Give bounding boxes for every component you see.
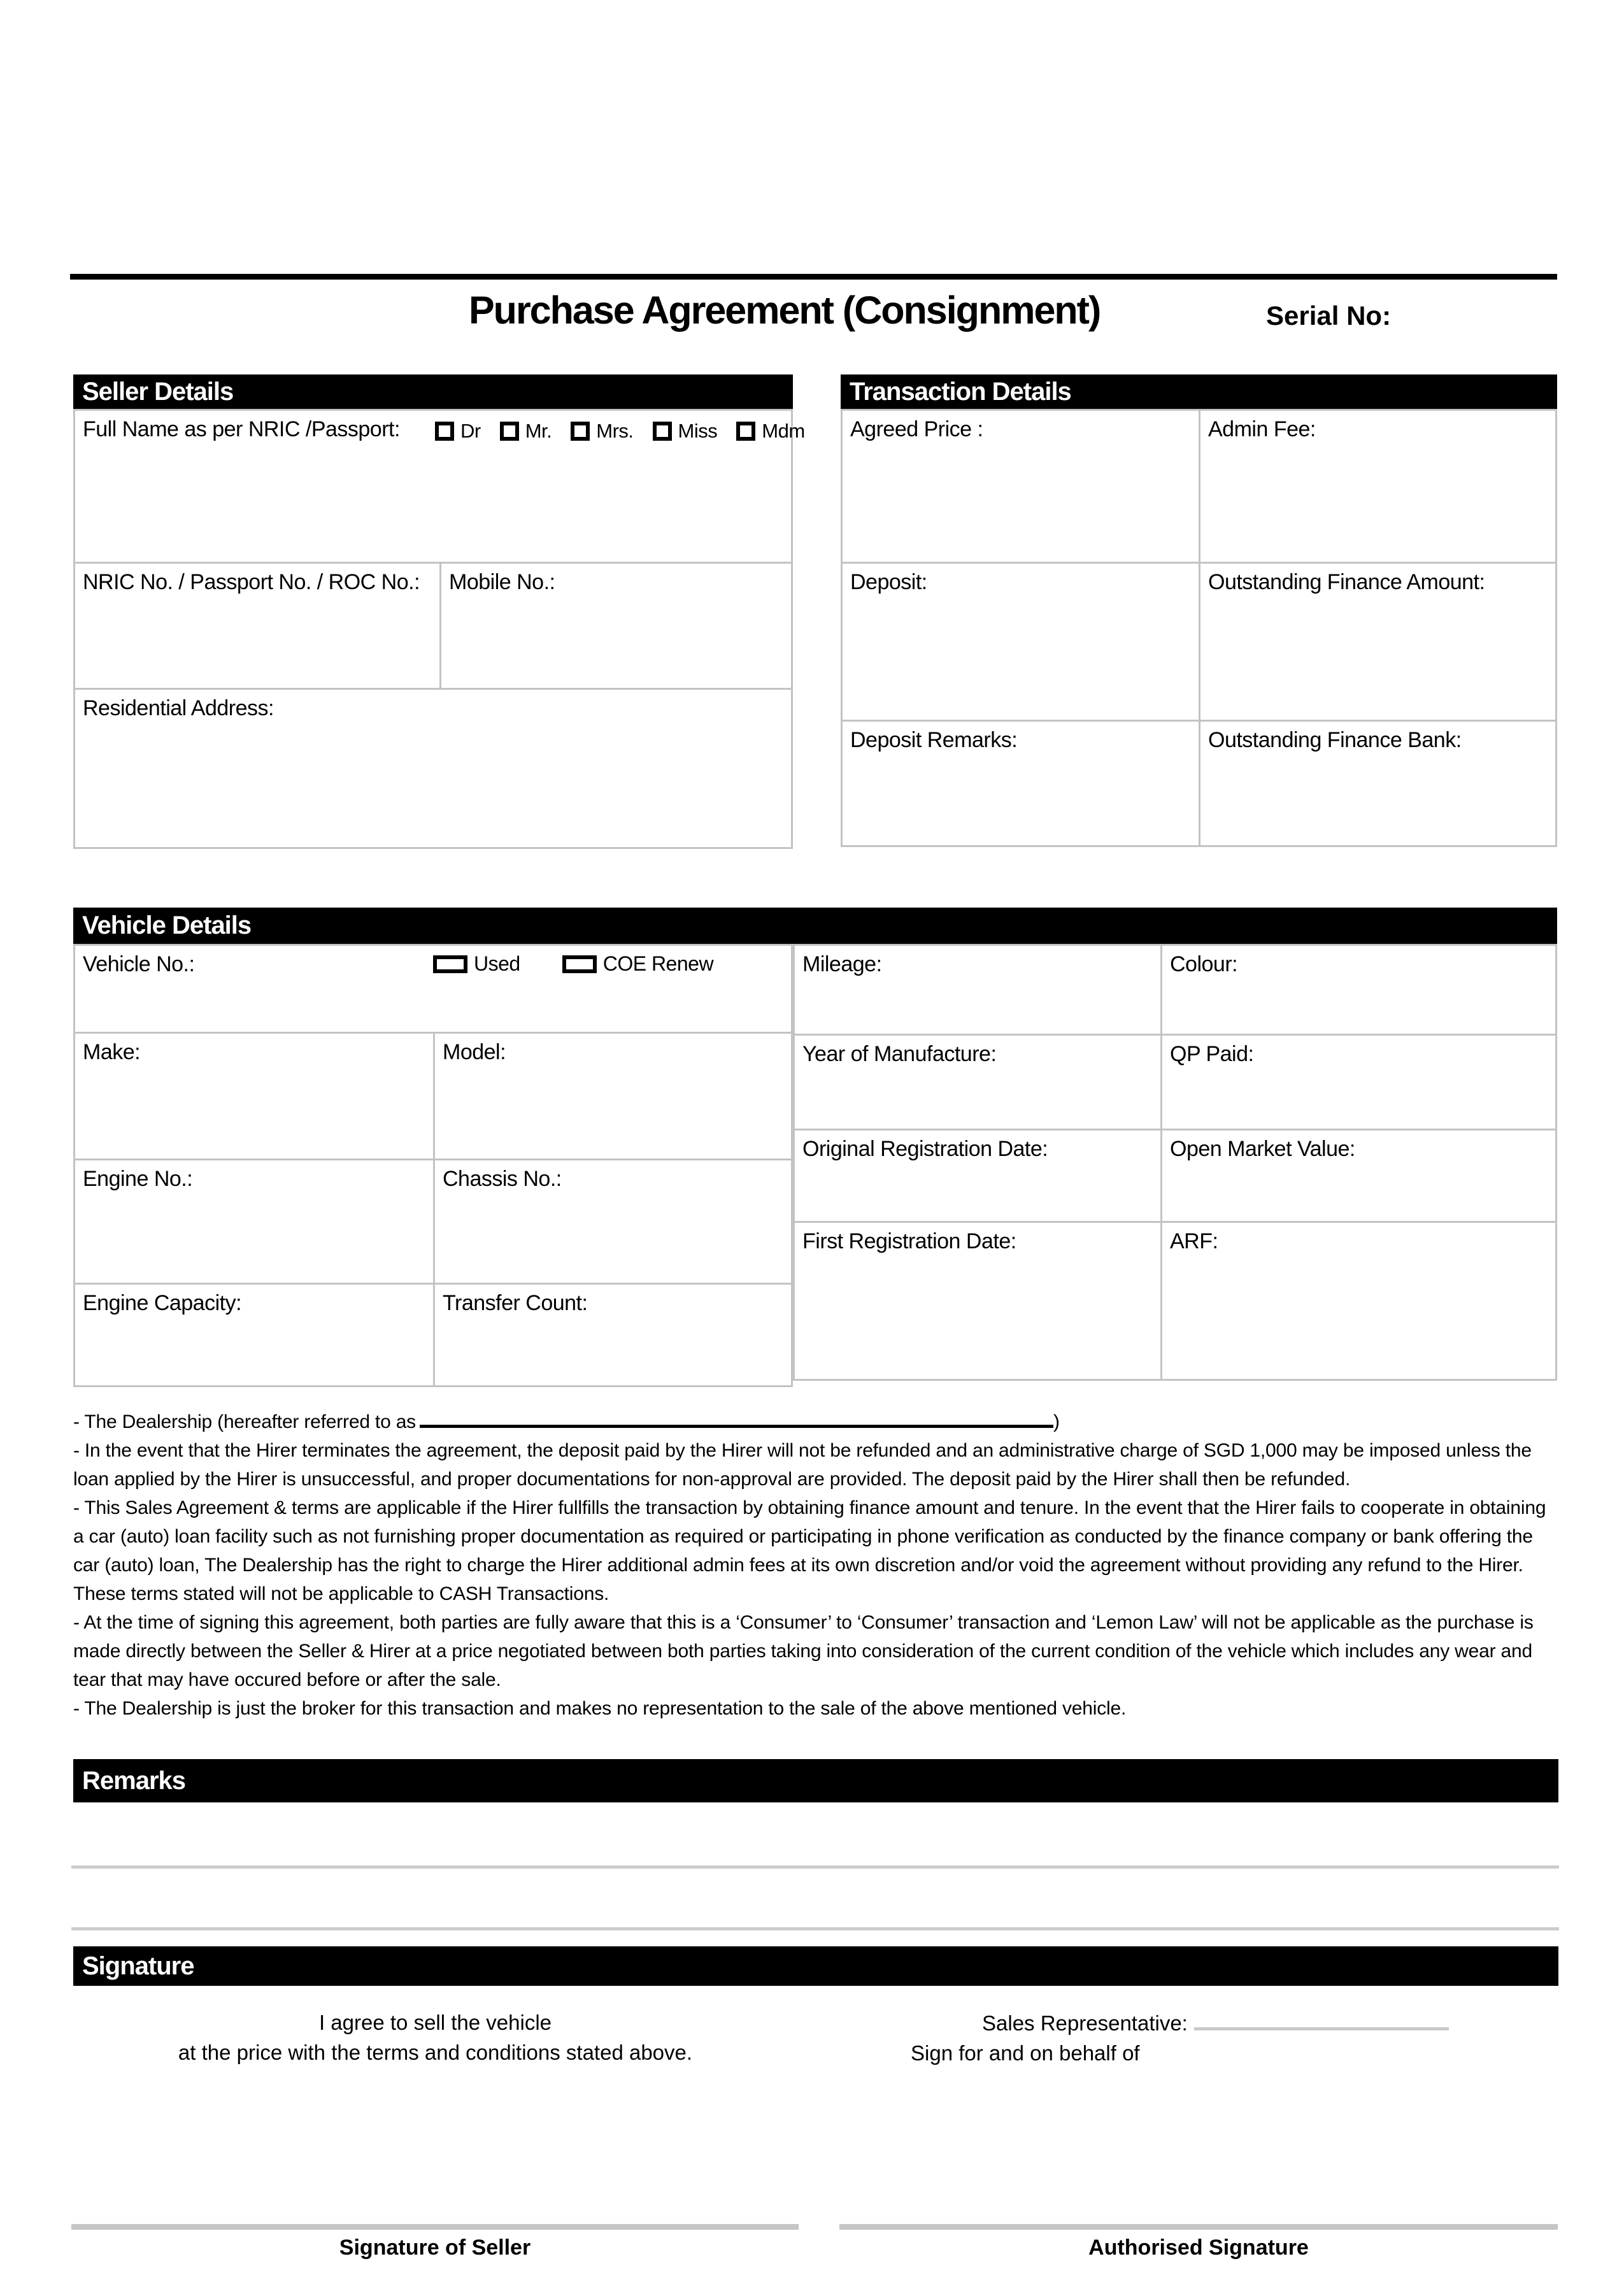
transaction-details-header: Transaction Details	[841, 374, 1557, 409]
sales-representative-label: Sales Representative:	[982, 2011, 1188, 2035]
first-registration-date-label: First Registration Date:	[802, 1229, 1016, 1253]
seller-details-header: Seller Details	[73, 374, 793, 409]
serial-no-label: Serial No:	[1266, 301, 1392, 331]
top-divider-rule	[70, 274, 1557, 280]
nric-label: NRIC No. / Passport No. / ROC No.:	[83, 570, 420, 594]
salutation-checkbox-mr[interactable]	[500, 422, 519, 441]
year-of-manufacture-label: Year of Manufacture:	[802, 1042, 997, 1066]
salutation-options	[435, 420, 805, 443]
mileage-label: Mileage:	[802, 952, 882, 976]
engine-capacity-label: Engine Capacity:	[83, 1291, 242, 1315]
vehicle-table-left	[73, 944, 793, 1387]
open-market-value-field[interactable]	[1162, 1130, 1555, 1221]
signature-header: Signature	[73, 1946, 1558, 1986]
colour-label: Colour:	[1170, 952, 1238, 976]
model-field[interactable]	[435, 1034, 791, 1159]
model-label: Model:	[443, 1040, 506, 1064]
dealership-clause	[73, 1408, 1558, 1436]
agreement-statement-line1: I agree to sell the vehicle	[318, 2011, 552, 2034]
salutation-checkbox-dr[interactable]	[435, 422, 454, 441]
sales-representative-block	[841, 2007, 1557, 2068]
condition-checkbox-coe-renew[interactable]	[562, 955, 597, 973]
salutation-checkbox-mrs[interactable]	[571, 422, 590, 441]
mileage-field[interactable]	[795, 946, 1160, 1034]
arf-label: ARF:	[1170, 1229, 1218, 1253]
vehicle-condition-options	[433, 952, 713, 976]
residential-address-field[interactable]	[75, 690, 791, 847]
dealership-clause-prefix: - The Dealership (hereafter referred to as	[73, 1411, 416, 1432]
engine-no-field[interactable]	[75, 1160, 433, 1283]
salutation-label-miss: Miss	[678, 420, 718, 442]
qp-paid-label: QP Paid:	[1170, 1042, 1254, 1066]
transaction-details-table	[841, 409, 1557, 847]
remarks-header: Remarks	[73, 1759, 1558, 1802]
chassis-no-field[interactable]	[435, 1160, 791, 1283]
seller-signature-label: Signature of Seller	[339, 2235, 531, 2260]
open-market-value-label: Open Market Value:	[1170, 1137, 1355, 1161]
authorised-signature-area[interactable]	[839, 2224, 1558, 2230]
colour-field[interactable]	[1162, 946, 1555, 1034]
year-of-manufacture-field[interactable]	[795, 1036, 1160, 1129]
terms-clause: - In the event that the Hirer terminates the agreement, the deposit paid by the Hirer will not be refunded and an administrative charge of SGD 1,000 may be imposed unless the loan applied by the Hirer is unsuccessful, and proper documentations for non-approval are provided. The deposit paid by the Hirer shall then be refunded.	[73, 1440, 1532, 1490]
page-title: Purchase Agreement (Consignment)	[469, 289, 1100, 332]
vehicle-details-section	[73, 908, 1557, 1387]
engine-no-label: Engine No.:	[83, 1167, 193, 1191]
arf-field[interactable]	[1162, 1223, 1555, 1379]
condition-label-coe-renew: COE Renew	[602, 952, 714, 975]
seller-signature-area[interactable]	[71, 2224, 799, 2230]
full-name-label: Full Name as per NRIC /Passport:	[83, 417, 400, 441]
agreed-price-label: Agreed Price :	[850, 417, 983, 441]
engine-capacity-field[interactable]	[75, 1285, 433, 1385]
seller-details-section	[73, 374, 805, 849]
sales-rep-name-blank[interactable]	[1194, 2007, 1449, 2030]
terms-and-conditions	[73, 1408, 1558, 1723]
salutation-label-mrs: Mrs.	[596, 420, 634, 442]
dealership-clause-suffix: )	[1053, 1411, 1060, 1432]
condition-checkbox-used[interactable]	[433, 955, 467, 973]
full-name-field[interactable]	[75, 411, 805, 562]
dealership-name-blank[interactable]	[420, 1408, 1053, 1428]
vehicle-details-header: Vehicle Details	[73, 908, 1557, 944]
outstanding-finance-amount-label: Outstanding Finance Amount:	[1208, 570, 1485, 594]
terms-clause: - The Dealership is just the broker for this transaction and makes no representation to the sale of the above mentioned vehicle.	[73, 1698, 1127, 1719]
original-registration-date-field[interactable]	[795, 1130, 1160, 1221]
transaction-details-section	[841, 374, 1557, 847]
original-registration-date-label: Original Registration Date:	[802, 1137, 1048, 1161]
remarks-line-1[interactable]	[71, 1865, 1559, 1869]
outstanding-finance-bank-field[interactable]	[1200, 722, 1555, 845]
salutation-label-mdm: Mdm	[762, 420, 805, 442]
mobile-field[interactable]	[441, 564, 791, 688]
make-label: Make:	[83, 1040, 141, 1064]
admin-fee-label: Admin Fee:	[1208, 417, 1316, 441]
agreement-statement-line2: at the price with the terms and conditions stated above.	[178, 2041, 693, 2064]
vehicle-no-field[interactable]	[75, 946, 791, 1032]
terms-clause: - At the time of signing this agreement, both parties are fully aware that this is a ‘Consumer’ to ‘Consumer’ transaction and ‘Lemon Law’ will not be applicable as the purchase is made directly between the Seller & Hirer at a price negotiated between both parties taking into consideration of the current condition of the vehicle which includes any wear and tear that may have occured before or after the sale.	[73, 1612, 1534, 1690]
authorised-signature-label: Authorised Signature	[1088, 2235, 1309, 2260]
salutation-label-mr: Mr.	[525, 420, 552, 442]
deposit-remarks-field[interactable]	[843, 722, 1199, 845]
salutation-checkbox-mdm[interactable]	[736, 422, 755, 441]
salutation-checkbox-miss[interactable]	[653, 422, 672, 441]
outstanding-finance-amount-field[interactable]	[1200, 564, 1555, 720]
deposit-field[interactable]	[843, 564, 1199, 720]
vehicle-no-label: Vehicle No.:	[83, 952, 195, 976]
transfer-count-field[interactable]	[435, 1285, 791, 1385]
agreed-price-field[interactable]	[843, 411, 1199, 562]
deposit-label: Deposit:	[850, 570, 927, 594]
nric-field[interactable]	[75, 564, 439, 688]
transfer-count-label: Transfer Count:	[443, 1291, 588, 1315]
residential-address-label: Residential Address:	[83, 696, 274, 720]
outstanding-finance-bank-label: Outstanding Finance Bank:	[1208, 728, 1462, 752]
make-field[interactable]	[75, 1034, 433, 1159]
admin-fee-field[interactable]	[1200, 411, 1555, 562]
first-registration-date-field[interactable]	[795, 1223, 1160, 1379]
sign-on-behalf-label: Sign for and on behalf of	[911, 2041, 1140, 2065]
salutation-label-dr: Dr	[460, 420, 481, 442]
deposit-remarks-label: Deposit Remarks:	[850, 728, 1018, 752]
vehicle-details-table	[73, 944, 1557, 1387]
seller-agreement-statement	[73, 2007, 797, 2067]
vehicle-table-right	[793, 944, 1557, 1381]
remarks-line-2[interactable]	[71, 1927, 1559, 1930]
condition-label-used: Used	[474, 952, 520, 975]
seller-details-table	[73, 409, 805, 849]
mobile-label: Mobile No.:	[449, 570, 555, 594]
qp-paid-field[interactable]	[1162, 1036, 1555, 1129]
chassis-no-label: Chassis No.:	[443, 1167, 562, 1191]
terms-clause: - This Sales Agreement & terms are applicable if the Hirer fullfills the transaction by obtaining finance amount and tenure. In the event that the Hirer fails to cooperate in obtaining a car (auto) loan facility such as not furnishing proper documentation as required or participating in phone verification as conducted by the finance company or bank offering the car (auto) loan, The Dealership has the right to charge the Hirer additional admin fees at its own discretion and/or void the agreement without providing any refund to the Hirer. These terms stated will not be applicable to CASH Transactions.	[73, 1497, 1546, 1604]
